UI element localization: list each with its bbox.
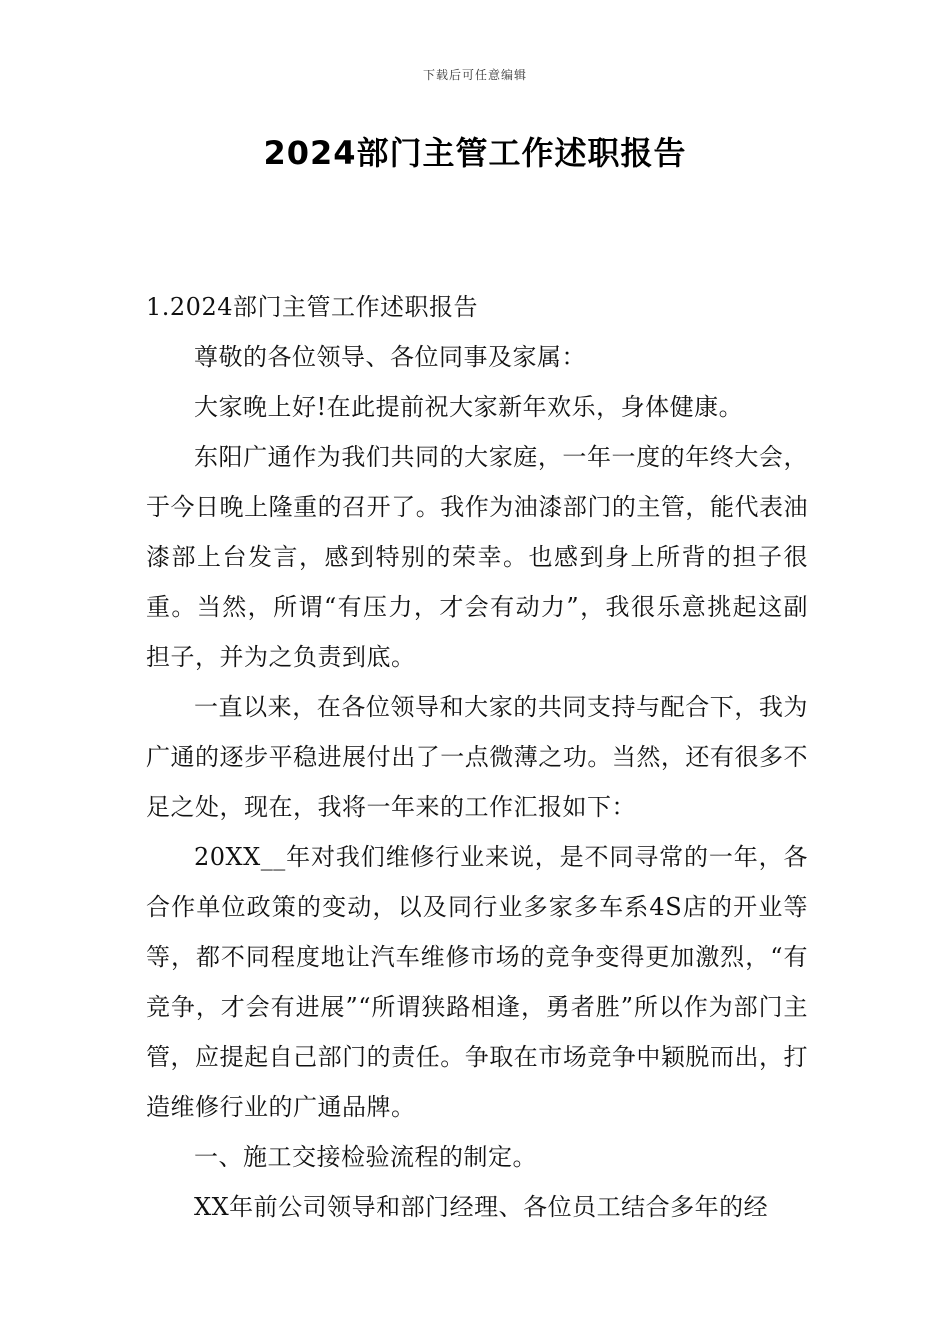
header-note: 下载后可任意编辑 xyxy=(422,68,527,82)
paragraph-summary-lead: 一直以来，在各位领导和大家的共同支持与配合下，我为广通的逐步平稳进展付出了一点微薄之功。当然，还有很多不足之处，现在，我将一年来的工作汇报如下： xyxy=(146,693,808,821)
paragraph-intro: 东阳广通作为我们共同的大家庭，一年一度的年终大会，于今日晚上隆重的召开了。我作为油漆部门的主管，能代表油漆部上台发言，感到特别的荣幸。也感到身上所背的担子很重。当然，所谓“有压力，才会有动力”，我很乐意挑起这副担子，并为之负责到底。 xyxy=(146,443,808,671)
paragraph-greeting: 大家晚上好!在此提前祝大家新年欢乐，身体健康。 xyxy=(194,393,744,421)
paragraph-market: 20XX__年对我们维修行业来说，是不同寻常的一年，各合作单位政策的变动，以及同行业多家多车系4S店的开业等等，都不同程度地让汽车维修市场的竞争变得更加激烈，“有竞争，才会有进展”“所谓狭路相逢，勇者胜”所以作为部门主管，应提起自己部门的责任。争取在市场竞争中颖脱而出，打造维修行业的广通品牌。 xyxy=(146,843,808,1121)
document-body xyxy=(146,282,808,1232)
paragraph-process: XX年前公司领导和部门经理、各位员工结合多年的经 xyxy=(194,1193,769,1221)
document-title: 2024部门主管工作述职报告 xyxy=(263,134,687,172)
paragraph-subheading-one: 一、施工交接检验流程的制定。 xyxy=(194,1143,537,1171)
paragraph-salutation: 尊敬的各位领导、各位同事及家属： xyxy=(194,343,586,371)
section-heading: 1.2024部门主管工作述职报告 xyxy=(146,293,478,321)
